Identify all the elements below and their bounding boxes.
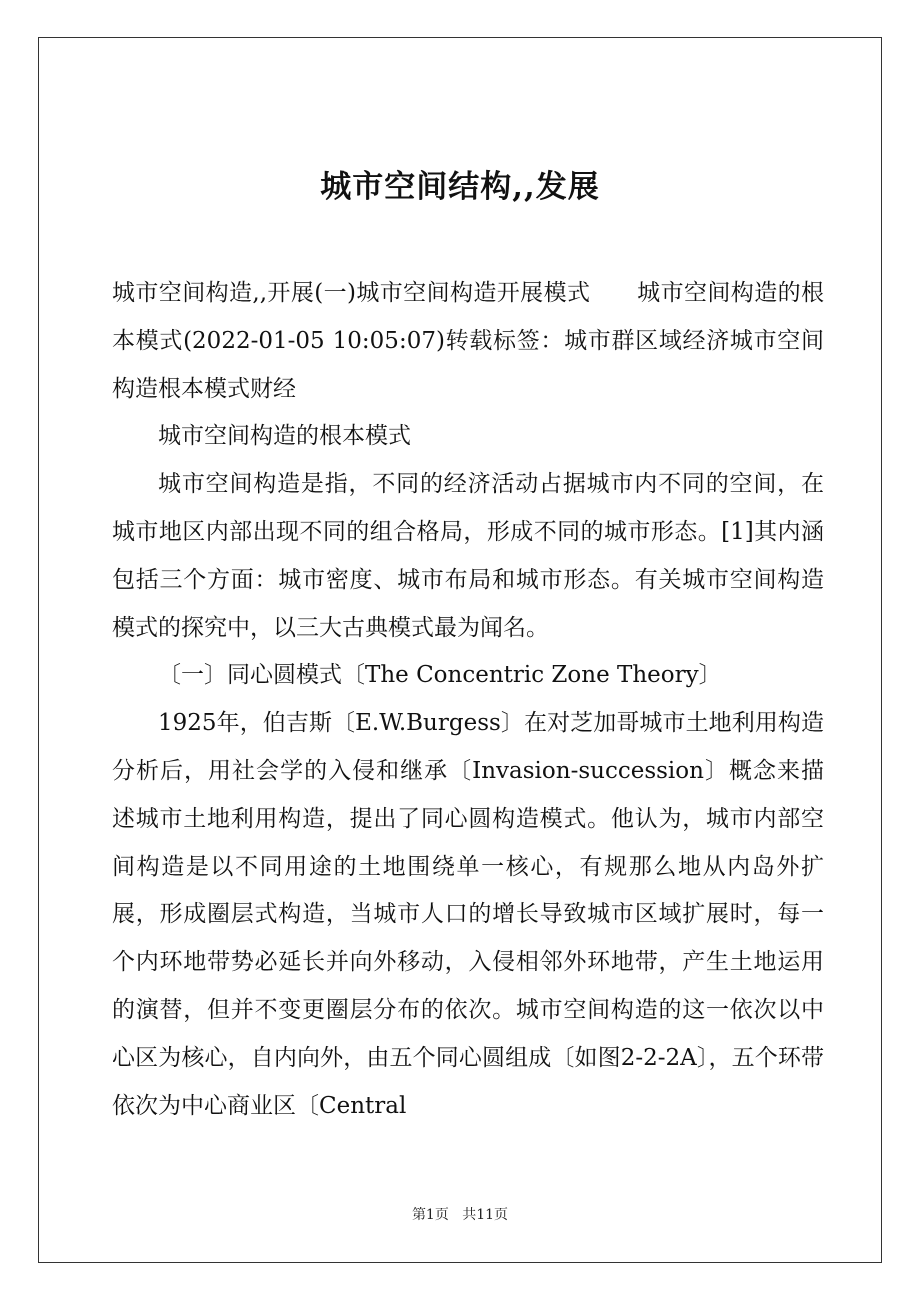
paragraph-definition: 城市空间构造是指，不同的经济活动占据城市内不同的空间，在城市地区内部出现不同的组合格局，形成不同的城市形态。[1]其内涵包括三个方面：城市密度、城市布局和城市形态。有关城市空间构造模式的探究中，以三大古典模式最为闻名。: [112, 471, 824, 641]
page-footer: [38, 1205, 882, 1225]
page-total: 共11页: [462, 1207, 509, 1223]
paragraph-heading-basic-model: 城市空间构造的根本模式: [158, 423, 411, 450]
paragraph-intro: 城市空间构造,,开展(一)城市空间构造开展模式 城市空间构造的根本模式(2022-01-05 10:05:07)转载标签：城市群区域经济城市空间构造根本模式财经: [112, 280, 824, 402]
paragraph-heading-concentric-zone: 〔一〕同心圆模式〔The Concentric Zone Theory〕: [158, 662, 722, 689]
page-number: 第1页: [411, 1207, 449, 1223]
paragraph-burgess: 1925年，伯吉斯〔E.W.Burgess〕在对芝加哥城市土地利用构造分析后，用社会学的入侵和继承〔Invasion-succession〕概念来描述城市土地利用构造，提出了同心圆构造模式。他认为，城市内部空间构造是以不同用途的土地围绕单一核心，有规那么地从内岛外扩展，形成圈层式构造，当城市人口的增长导致城市区域扩展时，每一个内环地带势必延长并向外移动，入侵相邻外环地带，产生土地运用的演替，但并不变更圈层分布的依次。城市空间构造的这一依次以中心区为核心，自内向外，由五个同心圆组成〔如图2-2-2A〕，五个环带依次为中心商业区〔Central: [112, 710, 824, 1119]
document-body: [112, 270, 824, 1130]
document-title: 城市空间结构,,发展: [320, 168, 600, 205]
